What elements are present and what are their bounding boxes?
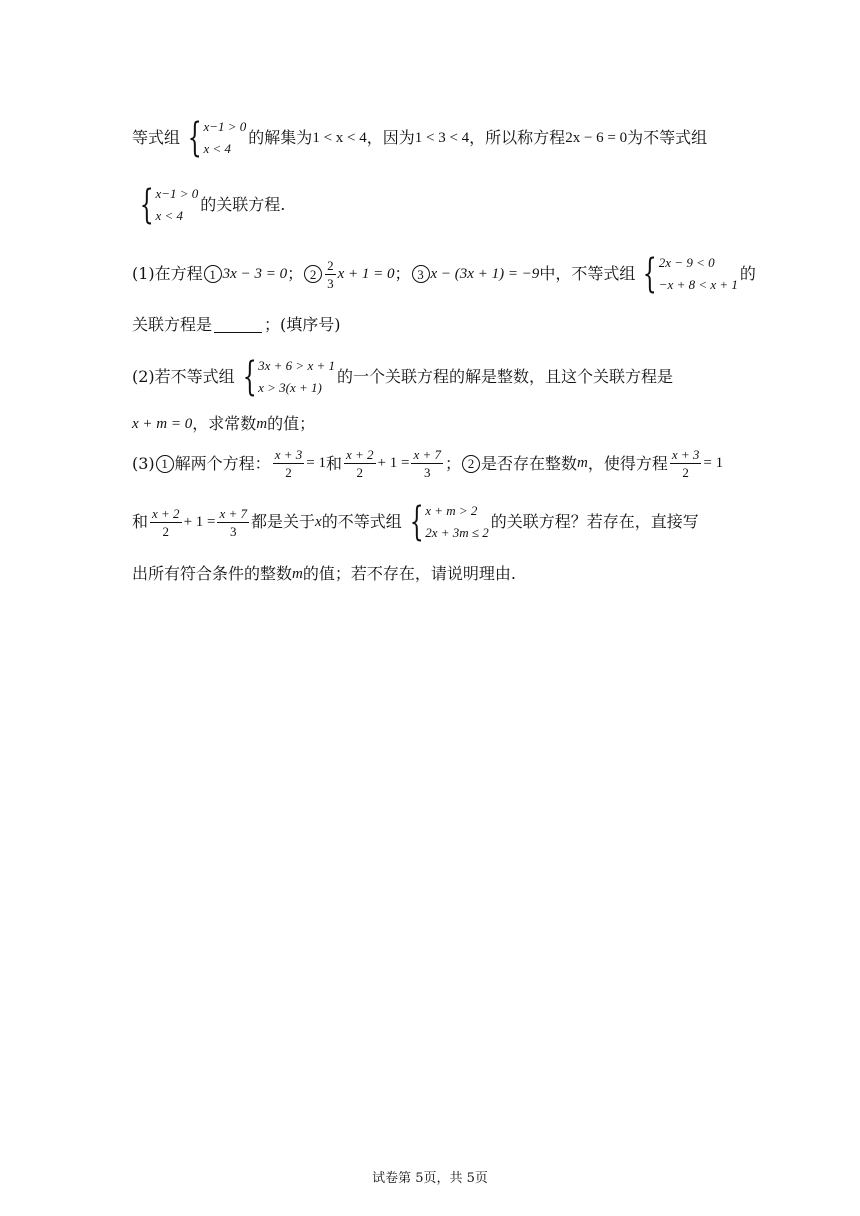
- circled-number-icon: 2: [304, 265, 322, 283]
- fraction: [670, 446, 702, 481]
- text: 的关联方程？若存在，直接写: [490, 512, 699, 531]
- text: 的解集为: [248, 128, 313, 147]
- text: 的值；若不存在，请说明理由.: [302, 564, 516, 583]
- numerator: x + 2: [152, 505, 180, 521]
- text: 和: [325, 453, 342, 473]
- system-row: 3x + 6 > x + 1: [258, 358, 335, 373]
- numerator: 2: [327, 257, 334, 273]
- fraction: [217, 505, 249, 540]
- text: 的关联方程.: [200, 195, 286, 214]
- text: ；(填序号): [264, 315, 341, 334]
- text: ，因为: [366, 128, 415, 147]
- text: 的: [739, 264, 756, 283]
- text: 中，不等式组: [539, 264, 636, 283]
- numerator: x + 3: [671, 447, 700, 462]
- math: = 1: [703, 455, 724, 471]
- text: (2)若不等式组: [132, 367, 235, 386]
- fraction: [344, 446, 376, 481]
- q1-line-2: [132, 317, 341, 333]
- system-row: x < 4: [155, 208, 183, 223]
- text: ，使得方程: [587, 453, 668, 473]
- system-row: x > 3(x + 1): [258, 380, 322, 395]
- math: 1 < 3 < 4: [414, 129, 470, 146]
- system-row: −x + 8 < x + 1: [658, 277, 738, 292]
- fraction: [411, 446, 443, 481]
- circled-number-icon: 1: [156, 455, 174, 473]
- numerator: x + 2: [345, 447, 374, 462]
- text: 的不等式组: [321, 512, 402, 531]
- variable: x: [315, 513, 322, 530]
- q3-line-2: [132, 500, 699, 544]
- numerator: x + 7: [219, 505, 248, 521]
- circled-number-icon: 1: [204, 265, 222, 283]
- numerator: x + 3: [274, 447, 303, 462]
- math: 2x − 6 = 0: [565, 129, 628, 146]
- inequality-system: [182, 116, 246, 160]
- text: 和: [132, 512, 149, 531]
- circled-number-icon: 2: [462, 455, 480, 473]
- denominator: 2: [285, 465, 292, 480]
- fraction: [273, 446, 305, 481]
- text: 关联方程是: [132, 315, 213, 334]
- math: + 1 =: [377, 455, 410, 471]
- system-row: x + m > 2: [425, 503, 478, 518]
- denominator: 3: [327, 275, 334, 291]
- inequality-system: [637, 252, 738, 296]
- text: 出所有符合条件的整数: [132, 564, 293, 583]
- brace-icon: {: [643, 251, 658, 297]
- fraction: [150, 505, 182, 540]
- inequality-system: [134, 183, 198, 227]
- text: (3): [132, 453, 155, 473]
- numerator: x + 7: [413, 447, 441, 462]
- text: 的值；: [267, 414, 316, 433]
- system-row: 2x + 3m ≤ 2: [425, 525, 489, 540]
- text: 的一个关联方程的解是整数，且这个关联方程是: [336, 367, 673, 386]
- text: ，所以称方程: [469, 128, 566, 147]
- denominator: 2: [682, 465, 689, 480]
- text: ；: [394, 264, 411, 283]
- q1-line-1: [132, 252, 756, 296]
- page-footer: 试卷第 5页，共 5页: [372, 1171, 488, 1186]
- variable: m: [292, 565, 303, 582]
- text: 等式组: [132, 128, 181, 147]
- intro-line-1: [132, 116, 707, 160]
- brace-icon: {: [187, 115, 202, 161]
- text: 为不等式组: [627, 128, 708, 147]
- brace-icon: {: [139, 182, 154, 228]
- text: 解两个方程：: [174, 453, 271, 473]
- system-row: 2x − 9 < 0: [658, 255, 715, 270]
- math: x − (3x + 1) = −9: [430, 265, 540, 282]
- denominator: 3: [423, 465, 431, 480]
- variable: m: [256, 415, 268, 432]
- text: 是否存在整数: [481, 453, 578, 473]
- math: x + 1 = 0: [337, 265, 395, 282]
- text: ；: [444, 453, 461, 473]
- variable: m: [577, 455, 588, 471]
- q2-line-1: [132, 355, 673, 399]
- denominator: 2: [356, 465, 363, 480]
- math: = 1: [306, 455, 326, 471]
- circled-number-icon: 3: [412, 265, 430, 283]
- q3-line-3: [132, 566, 516, 582]
- system-row: x−1 > 0: [203, 119, 247, 134]
- brace-icon: {: [242, 354, 257, 400]
- answer-blank[interactable]: [214, 318, 262, 333]
- q2-line-2: [132, 416, 315, 432]
- system-row: x−1 > 0: [155, 186, 199, 201]
- inequality-system: [404, 500, 489, 544]
- denominator: 3: [230, 523, 237, 539]
- text: ；: [287, 264, 304, 283]
- math: 3x − 3 = 0: [222, 265, 288, 282]
- q3-line-1: [132, 446, 723, 481]
- text: ，求常数: [192, 414, 257, 433]
- math: x + m = 0: [132, 415, 193, 432]
- math: + 1 =: [183, 513, 216, 530]
- math: 1 < x < 4: [312, 129, 367, 146]
- system-row: x < 4: [203, 141, 232, 156]
- text: 都是关于: [251, 512, 316, 531]
- text: (1)在方程: [132, 264, 203, 283]
- intro-line-2: [132, 183, 285, 227]
- inequality-system: [237, 355, 335, 399]
- fraction: [325, 257, 336, 292]
- brace-icon: {: [409, 499, 424, 545]
- denominator: 2: [162, 523, 170, 539]
